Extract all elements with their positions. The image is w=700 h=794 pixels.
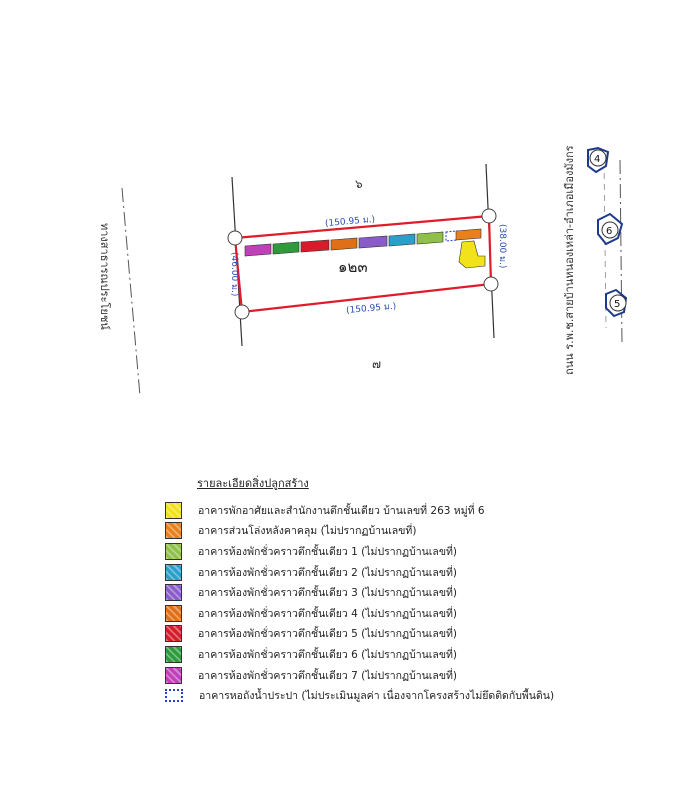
svg-text:5: 5 — [614, 299, 621, 310]
legend-swatch — [165, 564, 182, 581]
legend-swatch — [165, 543, 182, 560]
dim-right: (38.00 ม.) — [497, 224, 507, 269]
legend-label: อาคารห้องพักชั่วคราวตึกชั้นเดียว 3 (ไม่ปรากฏบ้านเลขที่) — [198, 587, 458, 600]
svg-text:6: 6 — [606, 226, 613, 237]
corner-marker — [482, 209, 496, 223]
building-6 — [273, 242, 299, 254]
left-road-line — [122, 188, 140, 396]
legend-item — [165, 562, 585, 583]
legend-swatch — [165, 646, 182, 663]
building-7 — [245, 244, 271, 256]
building-3 — [359, 236, 387, 248]
parcel-number: ๑๒๓ — [338, 258, 368, 276]
legend-item — [165, 685, 585, 706]
legend-swatch — [165, 689, 183, 702]
legend-item — [165, 603, 585, 624]
legend-swatch — [165, 502, 182, 519]
legend-swatch — [165, 584, 182, 601]
legend-label: อาคารห้องพักชั่วคราวตึกชั้นเดียว 6 (ไม่ปรากฏบ้านเลขที่) — [198, 648, 458, 661]
legend-item — [165, 500, 585, 521]
dim-bottom: (150.95 ม.) — [345, 301, 397, 317]
legend-item — [165, 624, 585, 645]
legend-label: อาคารห้องพักชั่วคราวตึกชั้นเดียว 5 (ไม่ปรากฏบ้านเลขที่) — [198, 628, 458, 641]
right-road-line — [620, 160, 622, 344]
building-4 — [331, 238, 357, 250]
legend-item — [165, 582, 585, 603]
residence-office-building — [459, 241, 485, 268]
marker-4 — [588, 148, 608, 172]
legend-item — [165, 521, 585, 542]
legend-swatch — [165, 605, 182, 622]
legend — [165, 474, 585, 706]
legend-item — [165, 541, 585, 562]
legend-label: อาคารห้องพักชั่วคราวตึกชั้นเดียว 4 (ไม่ปรากฏบ้านเลขที่) — [198, 607, 458, 620]
building-5 — [301, 240, 329, 252]
left-road-label: ทางสาธารณประโยชน์ — [98, 223, 111, 330]
water-tower — [446, 231, 457, 241]
legend-label: อาคารห้องพักชั่วคราวตึกชั้นเดียว 2 (ไม่ปรากฏบ้านเลขที่) — [198, 566, 458, 579]
legend-item — [165, 665, 585, 686]
legend-title: รายละเอียดสิ่งปลูกสร้าง — [197, 477, 309, 490]
legend-label: อาคารหอถังน้ำประปา (ไม่ประเมินมูลค่า เนื่องจากโครงสร้างไม่ยึดติดกับพื้นดิน) — [199, 690, 555, 703]
dim-left: (46.00 ม.) — [229, 252, 239, 297]
legend-label: อาคารห้องพักชั่วคราวตึกชั้นเดียว 1 (ไม่ปรากฏบ้านเลขที่) — [198, 545, 458, 558]
corner-marker — [484, 277, 498, 291]
dim-top: (150.95 ม.) — [324, 214, 376, 230]
legend-swatch — [165, 667, 182, 684]
legend-label: อาคารพักอาศัยและสำนักงานตึกชั้นเดียว บ้านเลขที่ 263 หมู่ที่ 6 — [198, 504, 485, 517]
top-neighbor-label: ๖ — [355, 177, 363, 191]
corner-marker — [228, 231, 242, 245]
legend-label: อาคารส่วนโล่งหลังคาคลุม (ไม่ปรากฏบ้านเลขที่) — [198, 525, 417, 538]
legend-swatch — [165, 522, 182, 539]
legend-item — [165, 644, 585, 665]
covered-open-building — [456, 229, 481, 240]
legend-swatch — [165, 625, 182, 642]
svg-text:4: 4 — [594, 154, 601, 165]
building-1 — [417, 232, 443, 244]
legend-label: อาคารห้องพักชั่วคราวตึกชั้นเดียว 7 (ไม่ปรากฏบ้านเลขที่) — [198, 669, 458, 682]
right-road-label: ถนน ร.พ.ช.สายบ้านหนองเหล่า-อำเภอเมืองมังกร — [563, 145, 576, 375]
marker-5 — [606, 290, 626, 316]
bottom-neighbor-label: ๗ — [372, 357, 382, 371]
marker-6 — [598, 214, 622, 244]
corner-marker — [235, 305, 249, 319]
building-2 — [389, 234, 415, 246]
